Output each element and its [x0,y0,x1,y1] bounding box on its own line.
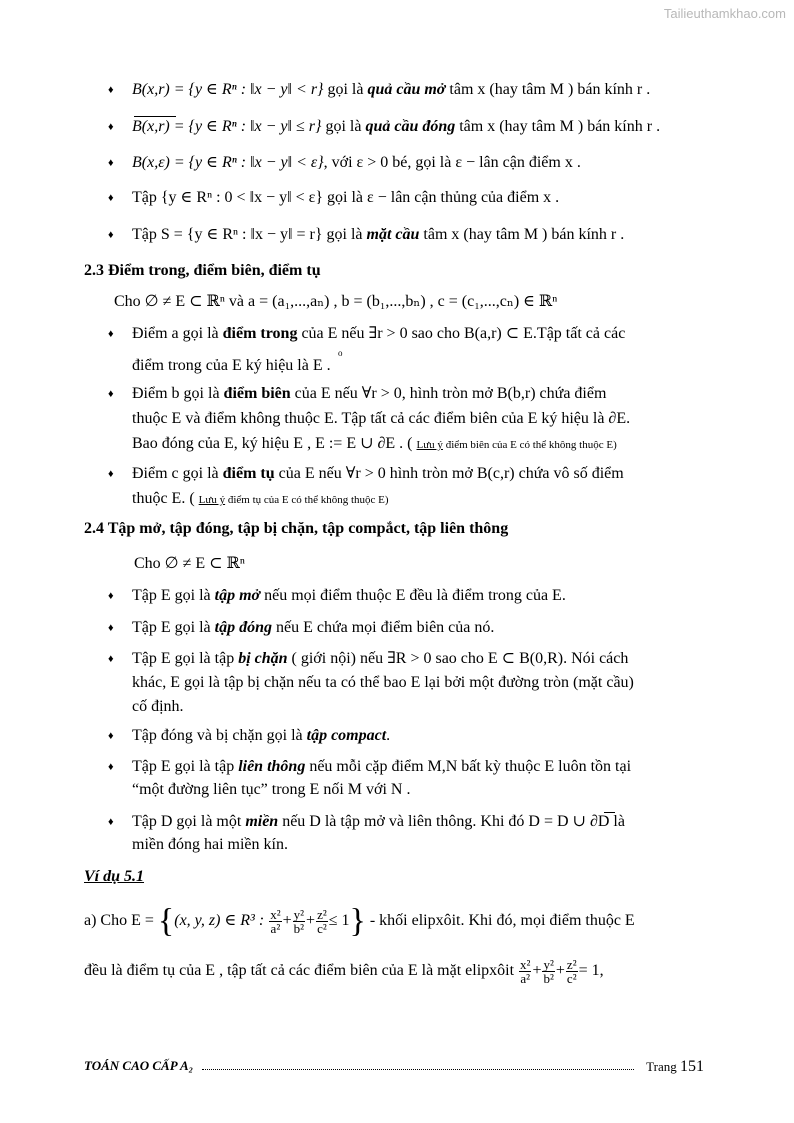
term: bị chặn [238,650,288,667]
sphere-def [132,225,624,245]
bounded-set-def-cont: cố định. [132,698,184,715]
interior-ring-mark: o [338,348,343,358]
text: Tập E gọi là tập [132,650,239,667]
note: điểm biên của E có thể không thuộc E) [442,439,617,451]
text: a) Cho E = [84,912,158,930]
boundary-point-def-cont: thuộc E và điểm không thuộc E. Tập tất cả các điểm biên của E ký hiệu là ∂E. [132,410,631,427]
bullet-icon: ♦ [108,121,114,133]
closed-ball-def [132,117,660,137]
open-set-def [132,586,566,606]
bullet-icon: ♦ [108,622,114,634]
numerator: z² [317,907,327,922]
open-ball-def [132,80,650,100]
overline [604,812,615,813]
text: tâm x (hay tâm M ) bán kính r . [455,118,661,135]
term: điểm tụ [222,465,275,482]
boundary-point-def [132,384,606,404]
text: Bao đóng của E, ký hiệu E , E := E ∪ ∂E . ( [132,435,417,452]
numerator: z² [566,957,577,972]
numerator: x² [270,907,281,922]
text: nếu mọi điểm thuộc E đều là điểm trong của E. [260,587,566,604]
numerator: y² [543,957,554,972]
page-footer [84,1058,704,1074]
denominator: c² [566,971,577,986]
interior-point-def [132,324,625,344]
text: thuộc E. ( [132,490,199,507]
example-line-2: đều là điểm tụ của E , tập tất cả các điểm biên của E là mặt elipxôit $\frac{\text{x²}}{\text{a²}}$ + $\frac{\text{y²}}{\text{b²}}$ + $\frac{\text{z²}}{\text{c²}}$ = 1, [84,957,604,986]
note: điểm tụ của E có thể không thuộc E) [225,494,389,506]
term: điểm trong [222,325,298,342]
bullet-icon: ♦ [108,157,114,169]
bullet-icon: ♦ [108,730,114,742]
term: quả cầu mở [367,81,446,98]
example-title: Ví dụ 5.1 [84,868,145,885]
text: Tập D gọi là một [132,813,246,830]
bullet-icon: ♦ [108,468,114,480]
denominator: a² [270,921,281,936]
page-number-group [646,1058,704,1076]
closure-def [132,434,617,455]
term: liên thông [238,758,306,775]
bullet-icon: ♦ [108,84,114,96]
term: điểm biên [223,385,291,402]
term: tập compact [306,727,387,744]
term: tập mở [214,587,261,604]
text: ≤ 1 [328,912,350,930]
section-2-3-intro: Cho ∅ ≠ E ⊂ ℝⁿ và a = (a₁,...,aₙ) , b = (b₁,...,bₙ) , c = (c₁,...,cₙ) ∈ ℝⁿ [114,293,558,310]
fraction-y [542,958,554,985]
bounded-set-def [132,649,628,669]
formula: B(x,r) = {y ∈ Rⁿ : ‖x − y‖ ≤ r} [132,118,322,135]
text: Tập E gọi là [132,587,215,604]
bullet-icon: ♦ [108,388,114,400]
text: gọi là ε − lân cận thủng của điểm x . [323,189,560,206]
denominator: c² [317,921,327,936]
text: tâm x (hay tâm M ) bán kính r . [419,226,625,243]
text: nếu D là tập mở và liên thông. Khi đó D = D ∪ ∂D là [278,813,625,830]
formula: B(x,r) = {y ∈ Rⁿ : ‖x − y‖ < r} [132,81,324,98]
footer-title: TOÁN CAO CẤP A₂ [84,1058,194,1073]
term: miền [245,813,279,830]
text: nếu mỗi cặp điểm M,N bất kỳ thuộc E luôn tồn tại [305,758,632,775]
text: Điểm c gọi là [132,465,223,482]
text: . [386,727,391,744]
overline [134,116,176,117]
numerator: y² [293,907,305,922]
bounded-set-def-cont: khác, E gọi là tập bị chặn nếu ta có thể bao E lại bởi một đường tròn (mặt cầu) [132,674,634,691]
note-label: Lưu ý [416,439,443,451]
fraction-x [519,958,531,985]
page-number: 151 [680,1058,704,1075]
denominator: b² [543,971,554,986]
bullet-icon: ♦ [108,761,114,773]
formula: B(x,ε) = {y ∈ Rⁿ : ‖x − y‖ < ε} [132,154,324,171]
connected-set-def-cont: “một đường liên tục” trong E nối M với N . [132,781,411,798]
text: của E nếu ∀r > 0 hình tròn mở B(c,r) chứa vô số điểm [274,465,624,482]
bullet-icon: ♦ [108,816,114,828]
example-line-1: a) Cho E = {(x, y, z) ∈ R³ : $\frac{\text{x²}}{\text{a²}}$ + $\frac{\text{y²}}{\text{b²}}$ + $\frac{\text{z²}}{\text{c²}}$ ≤ 1} - khối elipxôit. Khi đó, mọi điểm thuộc E [84,902,635,940]
text: ( giới nội) nếu ∃R > 0 sao cho E ⊂ B(0,R). Nói cách [287,650,629,667]
numerator: x² [520,957,531,972]
left-brace: { [157,902,175,940]
formula: Tập {y ∈ Rⁿ : 0 < ‖x − y‖ < ε} [132,189,324,206]
term: mặt cầu [366,226,420,243]
text: của E nếu ∃r > 0 sao cho B(a,r) ⊂ E.Tập tất cả các [297,325,626,342]
bullet-icon: ♦ [108,229,114,241]
note-label: Lưu ý [198,494,226,506]
fraction-x [269,908,281,935]
section-2-3-title: 2.3 Điểm trong, điểm biên, điểm tụ [84,262,321,279]
text: gọi là [322,226,367,243]
section-2-4-title: 2.4 Tập mở, tập đóng, tập bị chặn, tập compắct, tập liên thông [84,520,509,537]
watermark: Tailieuthamkhao.com [663,6,786,21]
text: gọi là [321,118,366,135]
text: Điểm b gọi là [132,385,224,402]
term: quả cầu đóng [365,118,456,135]
footer-dotted-leader [202,1069,634,1070]
fraction-y [293,908,305,935]
bullet-icon: ♦ [108,590,114,602]
text: = 1, [578,962,604,980]
section-2-4-intro: Cho ∅ ≠ E ⊂ ℝⁿ [134,555,245,572]
accumulation-point-def [132,464,624,484]
denominator: a² [520,971,531,986]
punctured-neighborhood-def [132,188,559,208]
bullet-icon: ♦ [108,653,114,665]
text: Tập E gọi là tập [132,758,239,775]
connected-set-def [132,757,631,777]
accumulation-point-def-cont [132,489,389,510]
term: tập đóng [214,619,272,636]
domain-def-cont: miền đóng hai miền kín. [132,836,288,853]
domain-def [132,812,625,832]
text: , với ε > 0 bé, gọi là ε − lân cận điểm x . [323,154,581,171]
text: tâm x (hay tâm M ) bán kính r . [445,81,651,98]
page-label: Trang [646,1059,677,1074]
bullet-icon: ♦ [108,328,114,340]
text: của E nếu ∀r > 0, hình tròn mở B(b,r) chứa điểm [290,385,607,402]
text: Tập E gọi là [132,619,215,636]
text: Điểm a gọi là [132,325,223,342]
fraction-z [316,908,328,935]
text: Tập đóng và bị chặn gọi là [132,727,307,744]
right-brace: } [349,902,366,940]
set-formula: (x, y, z) ∈ R³ : [174,912,265,930]
closed-set-def [132,618,494,638]
compact-set-def [132,726,390,746]
interior-point-def-cont: điểm trong của E ký hiệu là E . [132,357,331,374]
bullet-icon: ♦ [108,192,114,204]
text: gọi là [323,81,368,98]
fraction-z [566,958,578,985]
formula: Tập S = {y ∈ Rⁿ : ‖x − y‖ = r} [132,226,323,243]
denominator: b² [293,921,305,936]
text: - khối elipxôit. Khi đó, mọi điểm thuộc E [369,912,635,930]
neighborhood-def [132,153,581,173]
text: nếu E chứa mọi điểm biên của nó. [271,619,495,636]
text: đều là điểm tụ của E , tập tất cả các điểm biên của E là mặt elipxôit [84,962,515,980]
